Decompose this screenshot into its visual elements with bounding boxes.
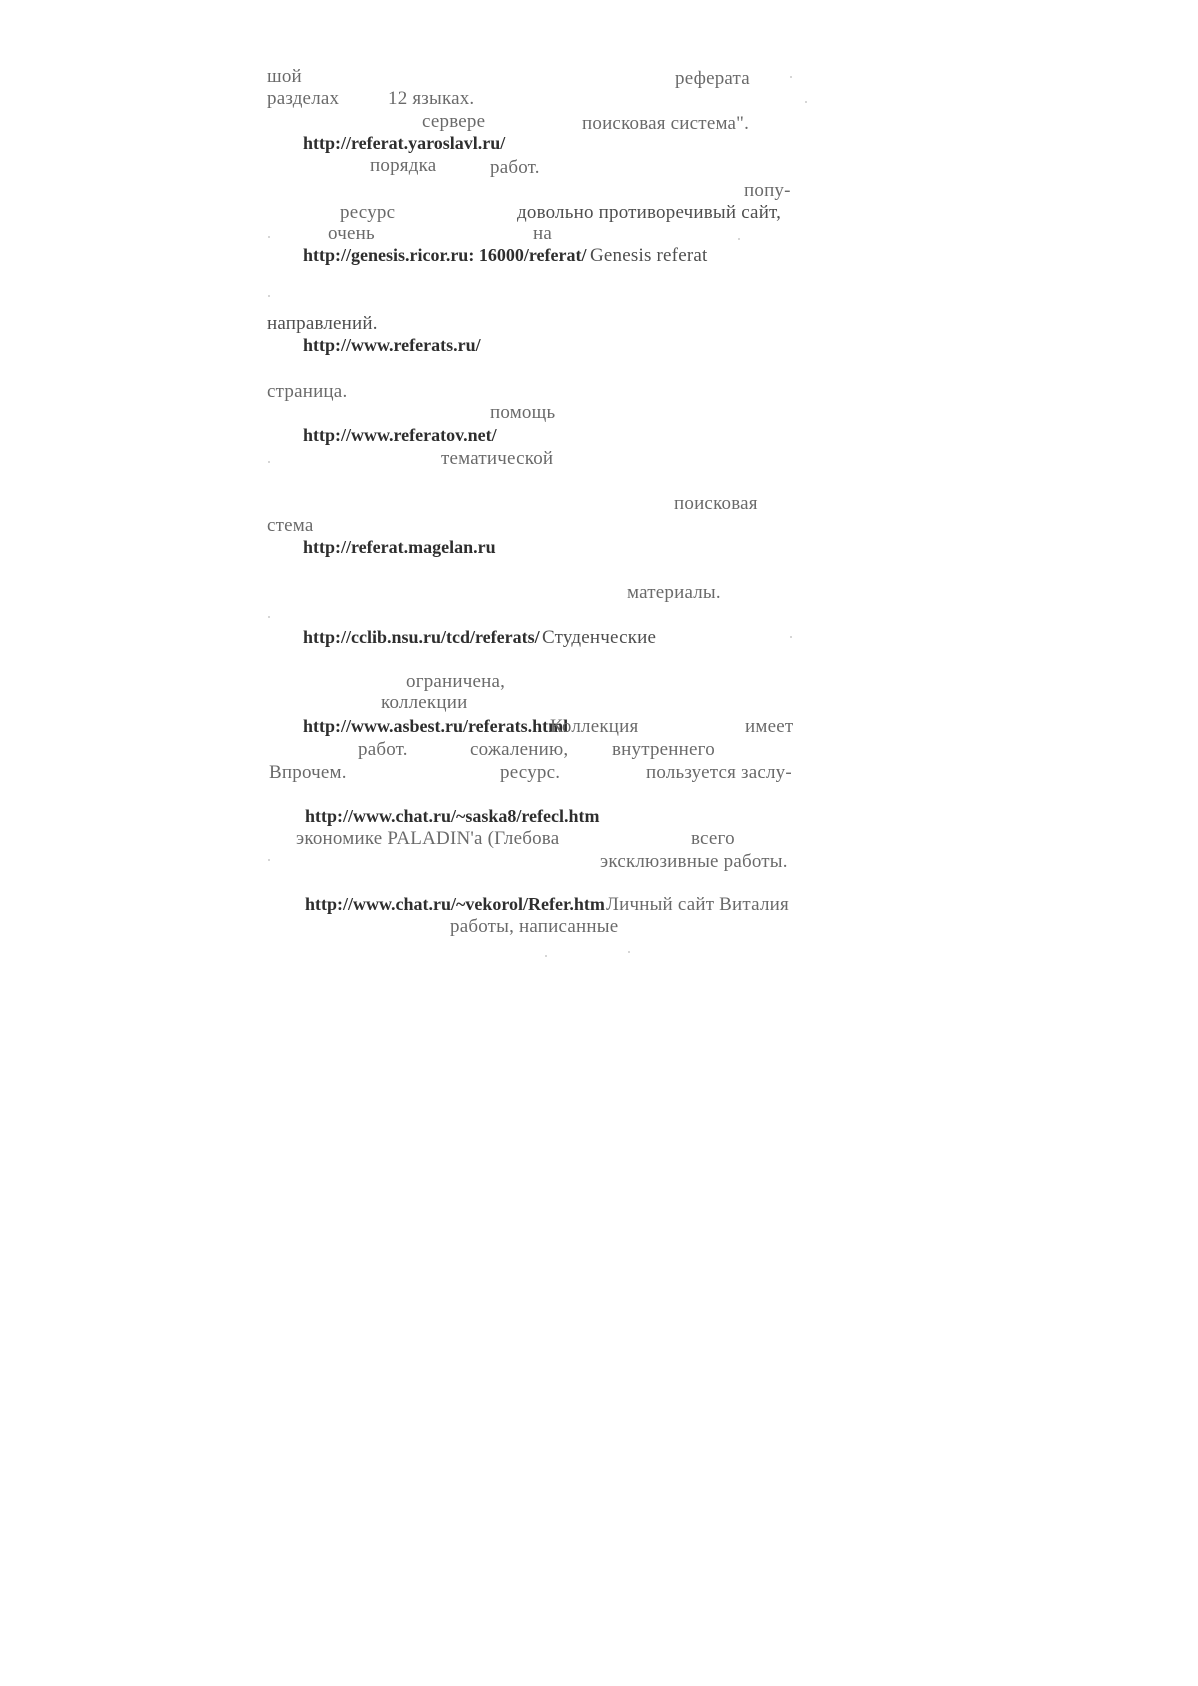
text-fragment: ресурс. (500, 762, 561, 783)
text-fragment: тематической (441, 448, 554, 469)
scan-speck (268, 859, 270, 861)
scan-speck (805, 101, 807, 103)
scan-speck (545, 955, 547, 957)
text-fragment: эксклюзивные работы. (600, 851, 788, 872)
scan-speck (790, 76, 792, 78)
scan-speck (790, 636, 792, 638)
text-fragment: помощь (490, 402, 556, 423)
text-fragment: Коллекция (550, 716, 639, 737)
text-fragment: материалы. (627, 582, 721, 603)
text-fragment: Студенческие (542, 627, 657, 648)
url-link: http://cclib.nsu.ru/tcd/referats/ (303, 627, 540, 647)
text-fragment: стема (267, 515, 314, 536)
text-fragment: шой (267, 66, 302, 87)
text-fragment: 12 языках. (388, 88, 475, 109)
text-fragment: всего (691, 828, 735, 849)
text-fragment: ресурс (340, 202, 396, 223)
text-fragment: страница. (267, 381, 348, 402)
text-fragment: порядка (370, 155, 437, 176)
text-fragment: работы, написанные (450, 916, 619, 937)
text-fragment: внутреннего (612, 739, 715, 760)
text-fragment: Личный сайт Виталия (606, 894, 789, 915)
text-fragment: поисковая система". (582, 113, 750, 134)
url-link: http://www.referats.ru/ (303, 335, 481, 355)
text-fragment: реферата (675, 68, 750, 89)
scan-speck (268, 461, 270, 463)
text-fragment: довольно противоречивый сайт, (517, 202, 782, 223)
text-fragment: направлений. (267, 313, 378, 334)
url-link: http://www.referatov.net/ (303, 425, 497, 445)
scan-speck (628, 951, 630, 953)
url-link: http://www.chat.ru/~vekorol/Refer.htm (305, 894, 605, 914)
text-fragment: имеет (745, 716, 794, 737)
text-fragment: пользуется заслу- (646, 762, 792, 783)
text-fragment: сервере (422, 111, 486, 132)
scan-speck (268, 616, 270, 618)
text-fragment: экономике PALADIN'a (Глебова (296, 828, 560, 849)
text-fragment: на (533, 223, 553, 244)
text-fragment: поисковая (674, 493, 758, 514)
scan-speck (738, 238, 740, 240)
text-fragment: ограничена, (406, 671, 506, 692)
scan-speck (268, 295, 270, 297)
text-fragment: работ. (490, 157, 540, 178)
text-fragment: очень (328, 223, 375, 244)
url-link: http://www.asbest.ru/referats.html (303, 716, 569, 736)
text-fragment: работ. (358, 739, 408, 760)
scan-speck (268, 236, 270, 238)
text-fragment: Genesis referat (590, 245, 708, 266)
text-fragment: попу- (744, 180, 791, 201)
url-link: http://www.chat.ru/~saska8/refecl.htm (305, 806, 600, 826)
url-link: http://referat.yaroslavl.ru/ (303, 133, 506, 153)
text-fragment: Впрочем. (269, 762, 347, 783)
url-link: http://genesis.ricor.ru: 16000/referat/ (303, 245, 587, 265)
text-fragment: коллекции (381, 692, 468, 713)
url-link: http://referat.magelan.ru (303, 537, 496, 557)
text-fragment: сожалению, (470, 739, 569, 760)
text-fragment: разделах (267, 88, 340, 109)
